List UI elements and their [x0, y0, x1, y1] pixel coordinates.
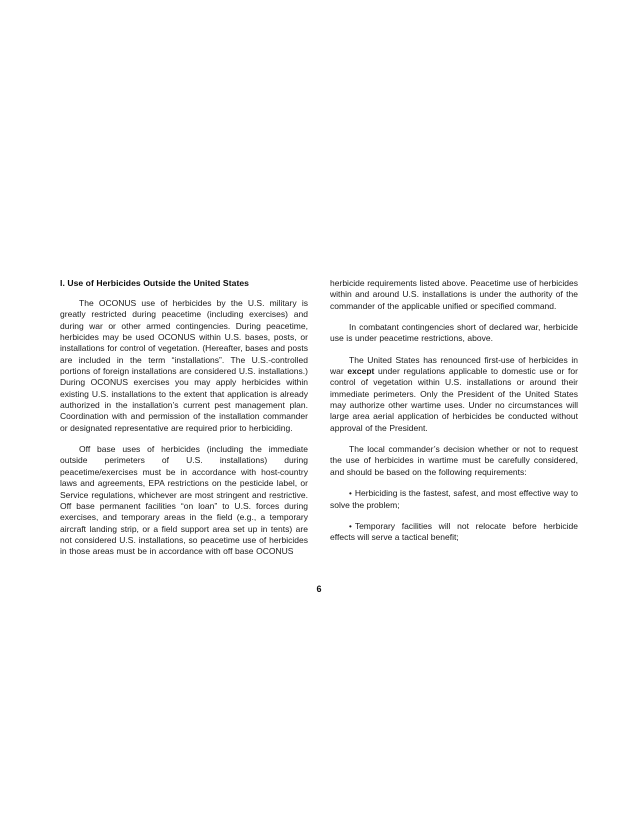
left-paragraph-1: The OCONUS use of herbicides by the U.S. military is greatly restricted during peacetime (including exercises) and during war or other armed contingencies. During peacetime, herbicides may be used OCONUS within U.S. bases, posts, or installations for control of vegetation. (Hereafter, bases and posts are included in the term “installations”. The U.S.-controlled portions of foreign installations are considered U.S. installations.) During OCONUS exercises you may apply herbicides within existing U.S. installations to the extent that application is already authorized in the installation’s current pest management plan. Coordination with and permission of the installation commander or designated representative are required prior to herbiciding.: [60, 298, 308, 433]
requirement-bullet-1-text: Herbiciding is the fastest, safest, and most effective way to solve the problem;: [330, 488, 578, 510]
right-paragraph-combatant-contingencies: In combatant contingencies short of declared war, herbicide use is under peacetime restrictions, above.: [330, 322, 578, 344]
right-paragraph-continuation: herbicide requirements listed above. Peacetime use of herbicides within and around U.S. installations is under the authority of the commander of the applicable unified or specified command.: [330, 278, 578, 311]
renounce-emphasis-except: except: [347, 366, 375, 377]
renounce-text-before: The United States has renounced first-use of herbicides in war: [330, 354, 578, 377]
right-paragraph-renounced-first-use: [330, 355, 578, 434]
requirement-bullet-2-text: Temporary facilities will not relocate before herbicide effects will serve a tactical benefit;: [330, 520, 578, 543]
renounce-text-after: under regulations applicable to domestic use or for control of vegetation within U.S. installations or around their immediate perimeters. Only the President of the United States may authorize other wartime uses. Under no circumstances will large area aerial application of herbicides be conducted without approval of the President.: [330, 366, 578, 433]
page-number: 6: [316, 584, 322, 594]
page-title: I. Use of Herbicides Outside the United States: [60, 278, 250, 288]
page-content-area: [60, 278, 578, 568]
right-column: [330, 278, 578, 554]
bullet-icon: •: [349, 489, 352, 499]
bullet-icon: •: [349, 521, 352, 531]
requirement-bullet-2: [330, 521, 578, 544]
left-column: [60, 278, 308, 568]
right-paragraph-requirements-intro: The local commander’s decision whether or not to request the use of herbicides in wartime must be carefully considered, and should be based on the following requirements:: [330, 444, 578, 477]
two-column-layout: [60, 278, 578, 568]
requirement-bullet-1: [330, 488, 578, 511]
left-paragraph-2: Off base uses of herbicides (including the immediate outside perimeters of U.S. installations) during peacetime/exercises must be in accordance with host-country laws and agreements, EPA restrictions on the pesticide label, or Service regulations, whichever are most stringent and restrictive. Off base permanent facilities “on loan” to U.S. forces during exercises, and temporary areas in the field (e.g., a temporary aircraft landing strip, or a field support area set up in tents) are not considered U.S. installations, so peacetime use of herbicides in those areas must be in accordance with off base OCONUS: [60, 444, 308, 557]
